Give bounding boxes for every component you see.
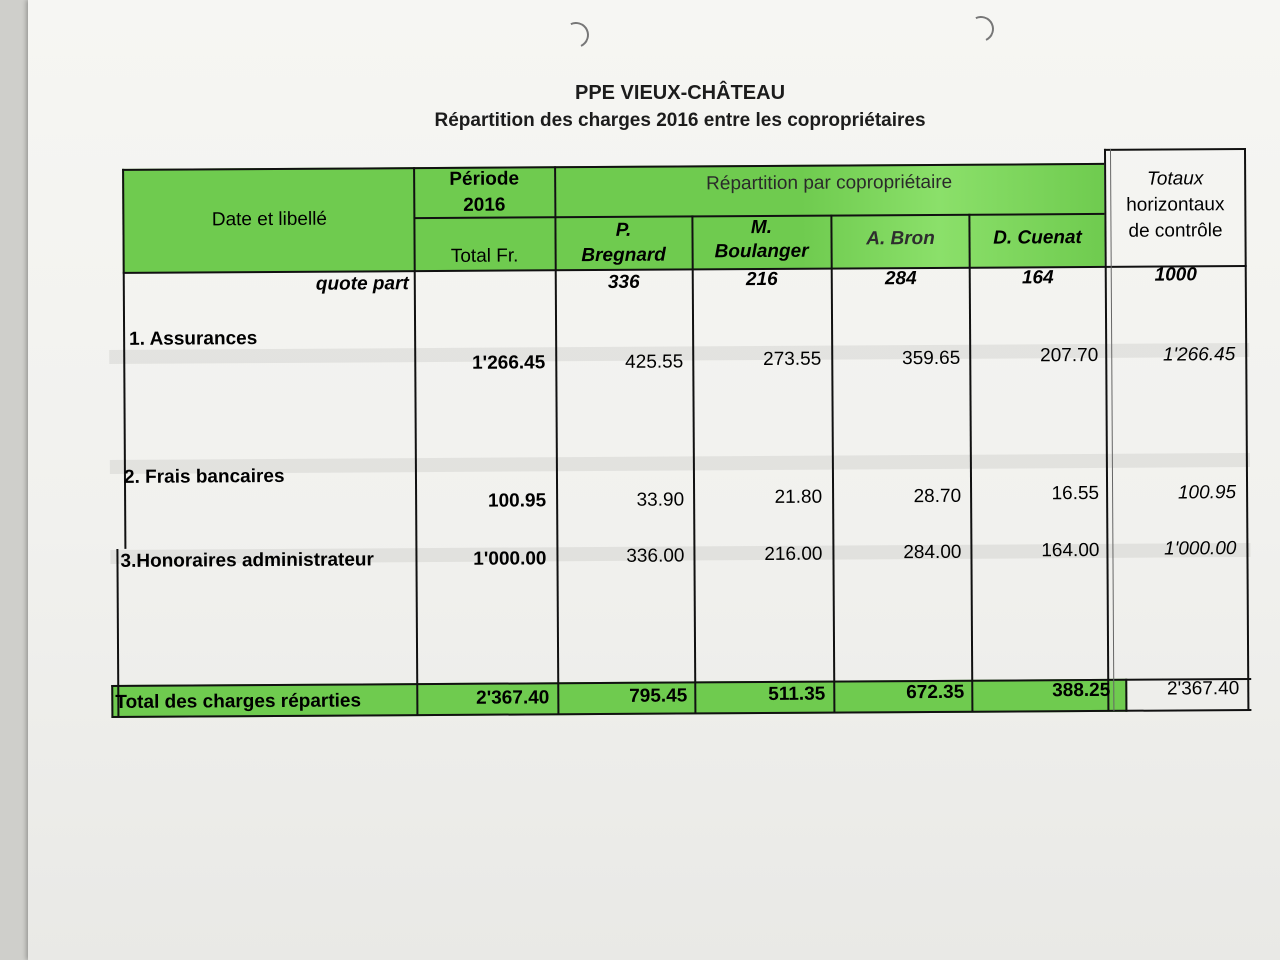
owner-bregnard-line1: P. [615, 219, 632, 241]
quote-part-bregnard: 336 [607, 271, 640, 293]
header-total-fr: Total Fr. [450, 245, 519, 267]
row-label-honoraires: 3.Honoraires administrateur [120, 549, 374, 572]
header-date-libelle: Date et libellé [211, 208, 328, 231]
quote-part-label: quote part [315, 273, 409, 295]
row-value-boulanger: 21.80 [774, 486, 823, 508]
quote-part-cuenat: 164 [1021, 267, 1054, 289]
footer-total: 2'367.40 [476, 687, 550, 709]
header-de-controle: de contrôle [1128, 220, 1223, 242]
row-value-bron: 284.00 [903, 541, 962, 564]
owner-cuenat: D. Cuenat [993, 227, 1082, 249]
row-value-boulanger: 273.55 [763, 348, 822, 371]
footer-value-cuenat: 388.25 [1052, 679, 1111, 702]
row-total-frais-bancaires: 100.95 [487, 490, 547, 512]
row-total-honoraires: 1'000.00 [473, 548, 547, 570]
row-value-cuenat: 207.70 [1040, 344, 1099, 367]
row-value-boulanger: 216.00 [764, 543, 823, 565]
quote-part-boulanger: 216 [745, 268, 778, 291]
header-totaux: Totaux [1146, 168, 1204, 190]
row-value-bregnard: 33.90 [636, 489, 685, 511]
row-total-assurances: 1'266.45 [472, 352, 546, 374]
row-value-cuenat: 16.55 [1051, 482, 1100, 505]
footer-value-boulanger: 511.35 [768, 683, 826, 705]
rule [1104, 148, 1246, 151]
header-periode-year: 2016 [463, 194, 506, 216]
header-periode: Période [449, 168, 520, 190]
footer-label: Total des charges réparties [115, 690, 362, 713]
quote-part-bron: 284 [884, 268, 917, 290]
footer-value-bron: 672.35 [906, 681, 965, 704]
document-subtitle: Répartition des charges 2016 entre les copropriétaires [434, 110, 926, 131]
header-repartition: Répartition par copropriétaire [706, 171, 953, 195]
header-horizontaux: horizontaux [1126, 194, 1225, 216]
quote-part-total: 1000 [1154, 264, 1197, 286]
owner-boulanger-line2: Boulanger [714, 240, 809, 263]
rule [111, 685, 113, 718]
row-value-bregnard: 336.00 [626, 545, 685, 567]
row-label-assurances: 1. Assurances [129, 328, 258, 350]
row-check-honoraires: 1'000.00 [1164, 538, 1237, 560]
row-check-assurances: 1'266.45 [1162, 344, 1236, 366]
owner-bregnard-line2: Bregnard [581, 244, 666, 267]
row-label-frais-bancaires: 2. Frais bancaires [123, 465, 285, 488]
charges-table [108, 148, 1251, 720]
row-value-bregnard: 425.55 [625, 351, 684, 373]
owner-boulanger-line1: M. [750, 216, 773, 239]
footer-value-bregnard: 795.45 [629, 685, 688, 707]
row-check-frais-bancaires: 100.95 [1177, 482, 1237, 504]
row-value-bron: 28.70 [913, 485, 962, 508]
document-title: PPE VIEUX-CHÂTEAU [574, 82, 786, 104]
punch-hole-right [964, 12, 997, 45]
page-edge-behind [0, 0, 28, 960]
row-value-bron: 359.65 [902, 347, 961, 370]
owner-bron: A. Bron [866, 227, 935, 250]
footer-check: 2'367.40 [1166, 678, 1240, 700]
row-value-cuenat: 164.00 [1041, 539, 1100, 562]
punch-hole-left [559, 18, 592, 51]
